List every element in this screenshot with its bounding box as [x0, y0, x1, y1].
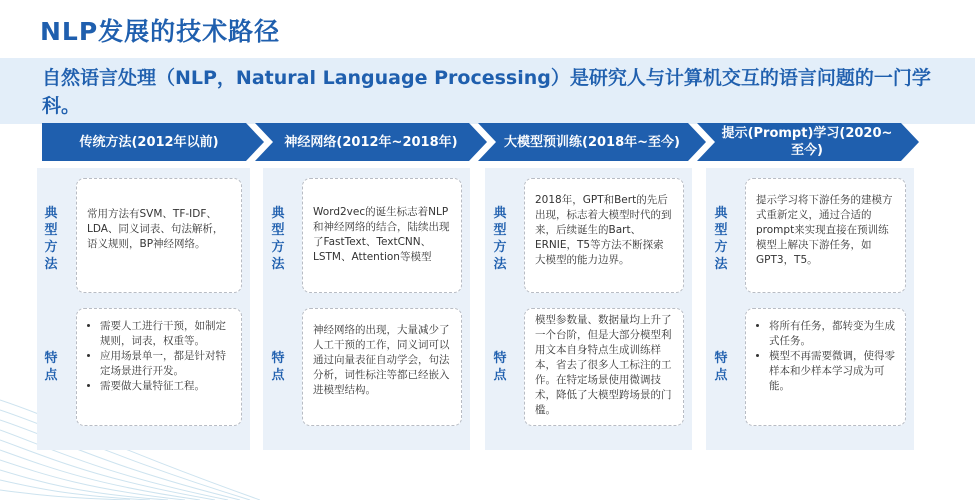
row-label-typical: 典型方法	[493, 206, 507, 272]
typical-method-text: 常用方法有SVM、TF-IDF、LDA、同义词表、句法解析，语义规则，BP神经网络。	[87, 208, 224, 250]
typical-method-text: 提示学习将下游任务的建模方式重新定义，通过合适的prompt来实现直接在预训练模型上解决下游任务，如GPT3，T5。	[756, 194, 893, 266]
list-item: • 将所有任务，都转变为生成式任务。	[769, 319, 895, 349]
row-label-features: 特点	[493, 351, 507, 383]
features-card	[524, 308, 684, 426]
list-item: • 应用场景单一，都是针对特定场景进行开发。	[100, 349, 231, 379]
features-text: 模型参数量、数据量均上升了一个台阶，但是大部分模型利用文本自身特点生成训练样本，省去了很多人工标注的工作。在特定场景使用微调技术，降低了大模型跨场景的门槛。	[535, 314, 672, 416]
list-item: • 需要人工进行干预，如制定规则，词表，权重等。	[100, 319, 231, 349]
typical-method-text: Word2vec的诞生标志着NLP和神经网络的结合，陆续出现了FastText、TextCNN、LSTM、Attention等模型	[313, 206, 450, 263]
stage-chevron-traditional	[42, 123, 264, 161]
features-card	[76, 308, 242, 426]
features-list	[87, 319, 231, 394]
row-label-typical: 典型方法	[44, 206, 58, 272]
row-label-typical: 典型方法	[714, 206, 728, 272]
row-label-features: 特点	[44, 351, 58, 383]
stage-label: 神经网络(2012年~2018年)	[284, 134, 458, 150]
features-card	[302, 308, 462, 426]
features-card	[745, 308, 906, 426]
stage-label: 传统方法(2012年以前)	[79, 134, 219, 150]
typical-method-card	[76, 178, 242, 293]
row-label-typical: 典型方法	[271, 206, 285, 272]
list-item: • 需要做大量特征工程。	[100, 379, 231, 394]
typical-method-card	[302, 178, 462, 293]
typical-method-card	[745, 178, 906, 293]
row-label-features: 特点	[271, 351, 285, 383]
features-text: 神经网络的出现，大量减少了人工干预的工作，同义词可以通过向量表征自动学会，句法分析，词性标注等都已经嵌入进模型结构。	[313, 324, 450, 396]
features-list	[756, 319, 895, 394]
intro-text: 自然语言处理（NLP，Natural Language Processing）是研究人与计算机交互的语言问题的一门学科。	[42, 67, 931, 117]
page-title: NLP发展的技术路径	[40, 17, 281, 46]
list-item: • 模型不再需要微调，使得零样本和少样本学习成为可能。	[769, 349, 895, 394]
stage-label: 提示(Prompt)学习(2020~至今)	[721, 126, 893, 158]
stage-chevron-prompt	[697, 123, 919, 161]
stage-label: 大模型预训练(2018年~至今)	[504, 134, 680, 150]
typical-method-text: 2018年，GPT和Bert的先后出现，标志着大模型时代的到来，后续诞生的Bart、ERNIE，T5等方法不断探索大模型的能力边界。	[535, 194, 672, 266]
stage-chevron-pretraining	[478, 123, 706, 161]
stage-chevron-neural	[255, 123, 487, 161]
row-label-features: 特点	[714, 351, 728, 383]
typical-method-card	[524, 178, 684, 293]
